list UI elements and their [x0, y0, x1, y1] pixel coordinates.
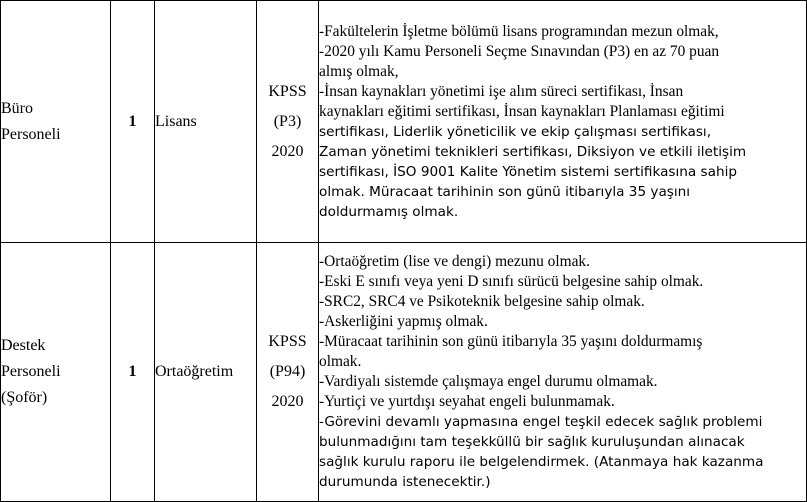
- condition-line: -2020 yılı Kamu Personeli Seçme Sınavından (P3) en az 70 puan: [319, 42, 720, 60]
- exam-line: KPSS: [268, 333, 307, 350]
- education-cell: Lisans: [155, 1, 257, 243]
- condition-line: -Müracaat tarihinin son günü itibarıyla 35 yaşını doldurmamış: [319, 333, 703, 350]
- condition-line: sağlık kurulu raporu ile belgelendirmek. (Atanmaya hak kazanma: [319, 454, 764, 470]
- condition-line: -Yurtiçi ve yurtdışı seyahat engeli bulunmamak.: [319, 393, 615, 410]
- position-line: Büro: [1, 99, 33, 117]
- position-line: Personeli: [1, 125, 61, 143]
- condition-line: almış olmak,: [319, 62, 399, 80]
- exam-line: 2020: [271, 142, 304, 160]
- position-line: Destek: [1, 337, 46, 354]
- conditions-cell: [319, 1, 807, 243]
- condition-line: olmak.: [319, 353, 362, 370]
- table-row: [1, 243, 807, 502]
- education-cell: Ortaöğretim: [155, 243, 257, 502]
- count-cell: 1: [111, 243, 155, 502]
- condition-line: -Eski E sınıfı veya yeni D sınıfı sürücü belgesine sahip olmak.: [319, 273, 704, 290]
- position-line: (Şoför): [1, 389, 48, 406]
- condition-line: bulunmadığını tam teşekküllü bir sağlık kuruluşundan alınacak: [319, 434, 745, 450]
- conditions-cell: [319, 243, 807, 502]
- exam-cell: [257, 1, 319, 243]
- exam-line: (P94): [269, 363, 306, 380]
- condition-line: -Fakültelerin İşletme bölümü lisans programından mezun olmak,: [319, 22, 719, 40]
- condition-line: -Vardiyalı sistemde çalışmaya engel durumu olmamak.: [319, 373, 658, 390]
- exam-cell: [257, 243, 319, 502]
- condition-line: -Görevini devamlı yapmasına engel teşkil edecek sağlık problemi: [319, 414, 763, 430]
- condition-line: sertifikası, İSO 9001 Kalite Yönetim sistemi sertifikasına sahip: [319, 163, 737, 180]
- count-cell: 1: [111, 1, 155, 243]
- condition-line: -SRC2, SRC4 ve Psikoteknik belgesine sahip olmak.: [319, 293, 645, 310]
- condition-line: Zaman yönetimi teknikleri sertifikası, Diksiyon ve etkili iletişim: [319, 143, 747, 160]
- condition-line: olmak. Müracaat tarihinin son günü itibarıyla 35 yaşını: [319, 183, 691, 200]
- position-cell: [1, 1, 111, 243]
- position-cell: [1, 243, 111, 502]
- condition-line: durumunda istenecektir.): [319, 474, 491, 490]
- condition-line: -Askerliğini yapmış olmak.: [319, 313, 488, 330]
- condition-line: kaynakları eğitimi sertifikası, İnsan kaynakları Planlaması eğitimi: [319, 102, 725, 120]
- exam-line: KPSS: [268, 82, 307, 100]
- exam-line: (P3): [273, 112, 302, 130]
- condition-line: -İnsan kaynakları yönetimi işe alım süreci sertifikası, İnsan: [319, 82, 684, 100]
- condition-line: doldurmamış olmak.: [319, 203, 459, 220]
- condition-line: sertifikası, Liderlik yöneticilik ve ekip çalışması sertifikası,: [319, 123, 712, 140]
- exam-line: 2020: [271, 393, 304, 410]
- condition-line: -Ortaöğretim (lise ve dengi) mezunu olmak.: [319, 253, 590, 270]
- table-row: [1, 1, 807, 243]
- position-line: Personeli: [1, 363, 61, 380]
